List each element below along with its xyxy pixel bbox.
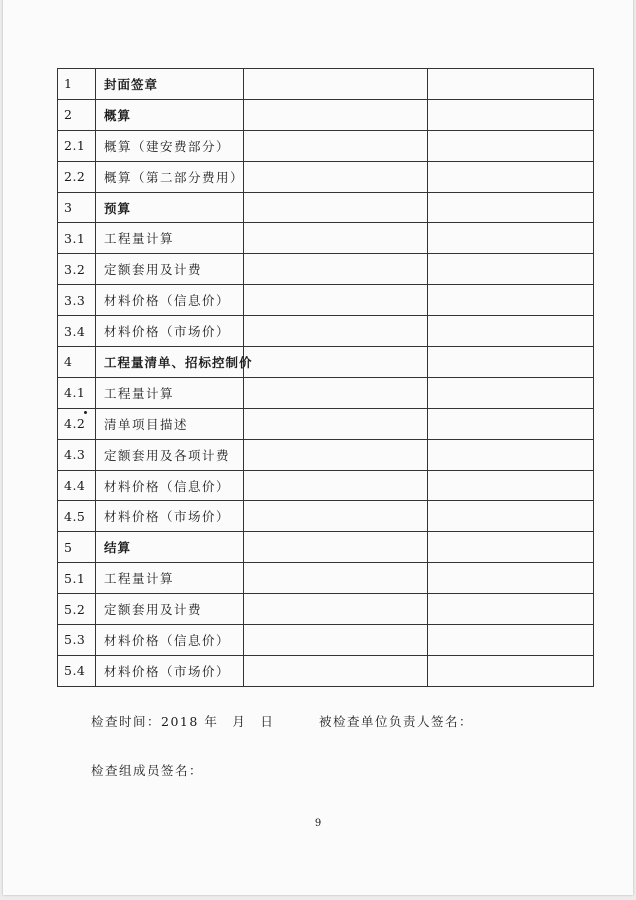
row-item-cell: 定额套用及计费 bbox=[96, 594, 244, 625]
blank-cell bbox=[428, 563, 594, 594]
row-number-cell: 5.2 bbox=[58, 594, 96, 625]
inspection-month-unit: 月 bbox=[232, 714, 247, 729]
row-number-cell: 3.4 bbox=[58, 316, 96, 347]
table-row bbox=[58, 161, 594, 192]
blank-cell bbox=[428, 439, 594, 470]
blank-cell bbox=[244, 99, 428, 130]
table-row bbox=[58, 439, 594, 470]
row-number-cell: 5.3 bbox=[58, 625, 96, 656]
blank-cell bbox=[428, 655, 594, 686]
blank-cell bbox=[244, 347, 428, 378]
inspection-team-signature-line bbox=[91, 761, 203, 779]
row-number-cell: 4.1 bbox=[58, 377, 96, 408]
inspection-date-label: 检查时间： bbox=[91, 714, 162, 729]
blank-cell bbox=[428, 470, 594, 501]
row-item-cell: 材料价格（信息价） bbox=[96, 625, 244, 656]
row-item-cell: 工程量计算 bbox=[96, 377, 244, 408]
blank-cell bbox=[244, 285, 428, 316]
blank-cell bbox=[428, 408, 594, 439]
page-number: 9 bbox=[314, 818, 322, 829]
blank-cell bbox=[244, 223, 428, 254]
row-number-cell: 3.1 bbox=[58, 223, 96, 254]
row-number-cell: 1 bbox=[58, 69, 96, 100]
blank-cell bbox=[428, 501, 594, 532]
blank-cell bbox=[428, 99, 594, 130]
table-row bbox=[58, 69, 594, 100]
table-row bbox=[58, 347, 594, 378]
blank-cell bbox=[428, 69, 594, 100]
row-item-cell: 清单项目描述 bbox=[96, 408, 244, 439]
table-row bbox=[58, 192, 594, 223]
blank-cell bbox=[428, 254, 594, 285]
row-number-cell: 5.1 bbox=[58, 563, 96, 594]
blank-cell bbox=[428, 625, 594, 656]
blank-cell bbox=[428, 347, 594, 378]
inspected-unit-signature-label: 被检查单位负责人签名： bbox=[319, 714, 474, 729]
row-number-cell: 4.3 bbox=[58, 439, 96, 470]
blank-cell bbox=[244, 316, 428, 347]
table-row bbox=[58, 594, 594, 625]
table-row bbox=[58, 625, 594, 656]
blank-cell bbox=[244, 408, 428, 439]
inspection-year-unit: 年 bbox=[204, 714, 219, 729]
row-item-cell: 概算（建安费部分） bbox=[96, 130, 244, 161]
blank-cell bbox=[244, 501, 428, 532]
row-number-cell: 4.2 bbox=[58, 408, 96, 439]
row-item-cell: 定额套用及计费 bbox=[96, 254, 244, 285]
table-row bbox=[58, 223, 594, 254]
row-number-cell: 2.1 bbox=[58, 130, 96, 161]
blank-cell bbox=[428, 161, 594, 192]
inspected-unit-signature-line bbox=[319, 712, 473, 730]
row-number-cell: 4.4 bbox=[58, 470, 96, 501]
blank-cell bbox=[244, 377, 428, 408]
row-item-cell: 材料价格（市场价） bbox=[96, 655, 244, 686]
row-number-cell: 2.2 bbox=[58, 161, 96, 192]
inspection-team-signature-label: 检查组成员签名： bbox=[91, 763, 204, 778]
row-item-cell: 封面签章 bbox=[96, 69, 244, 100]
blank-cell bbox=[244, 655, 428, 686]
table-row bbox=[58, 408, 594, 439]
table-row bbox=[58, 501, 594, 532]
blank-cell bbox=[244, 563, 428, 594]
inspection-year: 2018 bbox=[161, 714, 199, 729]
row-item-cell: 材料价格（信息价） bbox=[96, 285, 244, 316]
row-number-cell: 3 bbox=[58, 192, 96, 223]
row-number-cell: 3.2 bbox=[58, 254, 96, 285]
blank-cell bbox=[428, 285, 594, 316]
row-number-cell: 4 bbox=[58, 347, 96, 378]
blank-cell bbox=[244, 625, 428, 656]
row-item-cell: 预算 bbox=[96, 192, 244, 223]
table-row bbox=[58, 254, 594, 285]
table-row bbox=[58, 655, 594, 686]
row-number-cell: 2 bbox=[58, 99, 96, 130]
table-row bbox=[58, 377, 594, 408]
table-row bbox=[58, 99, 594, 130]
blank-cell bbox=[428, 192, 594, 223]
table-row bbox=[58, 130, 594, 161]
inspection-table-body bbox=[58, 69, 594, 687]
inspection-table bbox=[57, 68, 594, 687]
blank-cell bbox=[428, 316, 594, 347]
row-item-cell: 材料价格（信息价） bbox=[96, 470, 244, 501]
scan-speck bbox=[84, 411, 87, 414]
table-row bbox=[58, 532, 594, 563]
blank-cell bbox=[244, 130, 428, 161]
table-row bbox=[58, 563, 594, 594]
row-number-cell: 5 bbox=[58, 532, 96, 563]
blank-cell bbox=[428, 377, 594, 408]
inspection-date-line bbox=[91, 712, 274, 730]
table-row bbox=[58, 316, 594, 347]
blank-cell bbox=[244, 192, 428, 223]
blank-cell bbox=[244, 254, 428, 285]
row-number-cell: 4.5 bbox=[58, 501, 96, 532]
row-number-cell: 3.3 bbox=[58, 285, 96, 316]
blank-cell bbox=[244, 439, 428, 470]
blank-cell bbox=[428, 130, 594, 161]
row-item-cell: 工程量清单、招标控制价 bbox=[96, 347, 244, 378]
blank-cell bbox=[428, 223, 594, 254]
inspection-day-unit: 日 bbox=[260, 714, 275, 729]
blank-cell bbox=[244, 532, 428, 563]
row-item-cell: 定额套用及各项计费 bbox=[96, 439, 244, 470]
document-page bbox=[3, 0, 633, 895]
table-row bbox=[58, 285, 594, 316]
blank-cell bbox=[244, 594, 428, 625]
row-item-cell: 结算 bbox=[96, 532, 244, 563]
row-item-cell: 工程量计算 bbox=[96, 563, 244, 594]
row-item-cell: 概算（第二部分费用） bbox=[96, 161, 244, 192]
blank-cell bbox=[244, 470, 428, 501]
row-item-cell: 概算 bbox=[96, 99, 244, 130]
blank-cell bbox=[244, 161, 428, 192]
table-row bbox=[58, 470, 594, 501]
row-item-cell: 材料价格（市场价） bbox=[96, 316, 244, 347]
blank-cell bbox=[244, 69, 428, 100]
blank-cell bbox=[428, 532, 594, 563]
row-number-cell: 5.4 bbox=[58, 655, 96, 686]
row-item-cell: 材料价格（市场价） bbox=[96, 501, 244, 532]
blank-cell bbox=[428, 594, 594, 625]
row-item-cell: 工程量计算 bbox=[96, 223, 244, 254]
